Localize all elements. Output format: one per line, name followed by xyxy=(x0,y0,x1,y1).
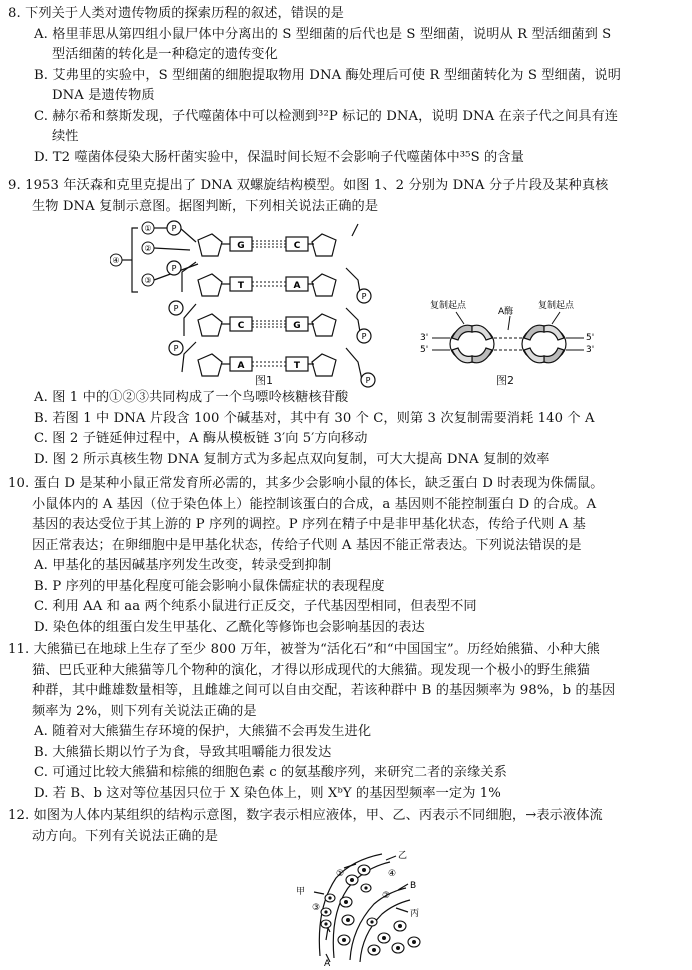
q8-option-a: A. 格里菲思从第四组小鼠尸体中分离出的 S 型细菌的后代也是 S 型细菌，说明从 R 型活细菌到 S xyxy=(34,26,612,42)
q12-label-n4: ④ xyxy=(388,869,397,879)
q9-figure-2 xyxy=(420,296,600,376)
fig1-right-base-2: A xyxy=(293,281,301,291)
q10-option-d: D. 染色体的组蛋白发生甲基化、乙酰化等修饰也会影响基因的表达 xyxy=(34,619,425,635)
q9-stem-line2: 生物 DNA 复制示意图。据图判断，下列相关说法正确的是 xyxy=(32,198,379,214)
fig1-left-base-4: A xyxy=(237,361,245,371)
phosphate-1: P xyxy=(171,224,177,233)
q11-stem-line2: 猫、巴氏亚种大熊猫等几个物种的演化，才得以形成现代的大熊猫。现发现一个极小的野生熊猫 xyxy=(32,662,591,678)
fig1-label-3: ③ xyxy=(144,276,152,285)
q8-option-d: D. T2 噬菌体侵染大肠杆菌实验中，保温时间长短不会影响子代噬菌体中³⁵S 的含量 xyxy=(34,149,524,165)
fig1-right-base-3: G xyxy=(293,321,301,331)
q8-option-b-cont: DNA 是遗传物质 xyxy=(52,88,155,103)
phosphate-4: P xyxy=(173,344,179,353)
fig2-origin-right: 复制起点 xyxy=(538,301,575,311)
fig1-left-base-2: T xyxy=(237,281,245,291)
q12-label-bing: 丙 xyxy=(410,909,420,919)
q12-label-a: A xyxy=(324,959,331,966)
q8-option-a-cont: 型活细菌的转化是一种稳定的遗传变化 xyxy=(52,47,278,62)
phosphate-6: P xyxy=(361,332,367,341)
question-10 xyxy=(8,474,684,638)
q12-stem-line1: 12. 如图为人体内某组织的结构示意图，数字表示相应液体，甲、乙、丙表示不同细胞，→表示液体流 xyxy=(8,808,603,823)
q8-option-c-cont: 续性 xyxy=(52,129,79,144)
fig1-label-2: ② xyxy=(144,244,152,253)
phosphate-7: P xyxy=(365,376,371,385)
q9-figure-1 xyxy=(110,220,410,390)
fig1-left-base-1: G xyxy=(237,241,245,251)
q12-label-b: B xyxy=(410,881,417,891)
q9-option-c: C. 图 2 子链延伸过程中，A 酶从模板链 3′向 5′方向移动 xyxy=(34,431,368,446)
q9-options xyxy=(8,388,684,470)
q12-label-n2: ② xyxy=(382,891,391,901)
fig2-origin-left: 复制起点 xyxy=(430,301,467,311)
phosphate-5: P xyxy=(361,292,367,301)
fig2-enzyme: A酶 xyxy=(498,307,514,317)
phosphate-3: P xyxy=(173,304,179,313)
q11-option-b: B. 大熊猫长期以竹子为食，导致其咀嚼能力很发达 xyxy=(34,744,332,760)
q11-option-c: C. 可通过比较大熊猫和棕熊的细胞色素 c 的氨基酸序列，来研究二者的亲缘关系 xyxy=(34,765,507,780)
q12-label-yi: 乙 xyxy=(398,851,408,861)
fig2-caption: 图2 xyxy=(496,374,514,387)
q8-option-c: C. 赫尔希和蔡斯发现，子代噬菌体中可以检测到³²P 标记的 DNA，说明 DNA 在亲子代之间具有连 xyxy=(34,108,619,124)
q10-stem-line2: 小鼠体内的 A 基因（位于染色体上）能控制该蛋白的合成，a 基因则不能控制蛋白 D 的合成。A xyxy=(32,496,597,512)
q12-label-n1: ① xyxy=(336,869,345,879)
q10-option-a: A. 甲基化的基因碱基序列发生改变，转录受到抑制 xyxy=(34,558,332,573)
q9-stem-line1: 9. 1953 年沃森和克里克提出了 DNA 双螺旋结构模型。如图 1、2 分别为 DNA 分子片段及某种真核 xyxy=(8,178,609,193)
fig1-left-base-3: C xyxy=(237,321,245,331)
q9-option-b: B. 若图 1 中 DNA 片段含 100 个碱基对，其中有 30 个 C，则第 3 次复制需要消耗 140 个 A xyxy=(34,410,595,426)
question-12 xyxy=(8,806,684,847)
q11-stem-line4: 频率为 2%，则下列有关说法正确的是 xyxy=(32,703,257,719)
q10-option-c: C. 利用 AA 和 aa 两个纯系小鼠进行正反交，子代基因型相同，但表型不同 xyxy=(34,599,477,614)
fig1-caption: 图1 xyxy=(255,374,273,387)
q8-stem: 8. 下列关于人类对遗传物质的探索历程的叙述，错误的是 xyxy=(8,6,344,21)
q11-stem-line1: 11. 大熊猫已在地球上生存了至少 800 万年，被誉为“活化石”和“中国国宝”。历经始熊猫、小种大熊 xyxy=(8,642,600,657)
fig1-label-4: ④ xyxy=(112,256,120,265)
phosphate-2: P xyxy=(171,264,177,273)
q9-option-a: A. 图 1 中的①②③共同构成了一个鸟嘌呤核糖核苷酸 xyxy=(34,390,349,405)
question-8 xyxy=(8,4,684,168)
q11-stem-line3: 种群，其中雌雄数量相等，且雌雄之间可以自由交配，若该种群中 B 的基因频率为 98%，b 的基因 xyxy=(32,683,616,698)
q10-option-b: B. P 序列的甲基化程度可能会影响小鼠侏儒症状的表现程度 xyxy=(34,578,385,594)
fig2-end-3-left: 3' xyxy=(420,333,429,343)
question-11 xyxy=(8,640,684,804)
q11-option-d: D. 若 B、b 这对等位基因只位于 X 染色体上，则 XᵇY 的基因型频率一定为 1% xyxy=(34,785,501,801)
q10-stem-line4: 因正常表达；在卵细胞中是甲基化状态，传给子代则 A 基因不能正常表达。下列说法错误的是 xyxy=(32,537,582,553)
q10-stem-line1: 10. 蛋白 D 是某种小鼠正常发育所必需的，其多少会影响小鼠的体长，缺乏蛋白 D 时表现为侏儒鼠。 xyxy=(8,476,604,491)
fig2-end-3-right: 3' xyxy=(586,345,595,355)
q10-stem-line3: 基因的表达受位于其上游的 P 序列的调控。P 序列在精子中是非甲基化状态，传给子代则 A 基 xyxy=(32,517,586,532)
q12-stem-line2: 动方向。下列有关说法正确的是 xyxy=(32,828,219,844)
q8-option-b: B. 艾弗里的实验中，S 型细菌的细胞提取物用 DNA 酶处理后可使 R 型细菌转化为 S 型细菌，说明 xyxy=(34,67,621,83)
q11-option-a: A. 随着对大熊猫生存环境的保护，大熊猫不会再发生进化 xyxy=(34,724,372,739)
fig1-right-base-1: C xyxy=(293,241,301,251)
q12-figure xyxy=(290,848,430,966)
fig1-label-1: ① xyxy=(144,224,152,233)
question-9 xyxy=(8,176,684,217)
fig2-end-5-right: 5' xyxy=(586,333,595,343)
q12-label-jia: 甲 xyxy=(296,887,306,897)
fig2-end-5-left: 5' xyxy=(420,345,429,355)
q9-option-d: D. 图 2 所示真核生物 DNA 复制方式为多起点双向复制，可大大提高 DNA 复制的效率 xyxy=(34,451,550,467)
q12-label-n3: ③ xyxy=(312,903,321,913)
fig1-right-base-4: T xyxy=(293,361,301,371)
